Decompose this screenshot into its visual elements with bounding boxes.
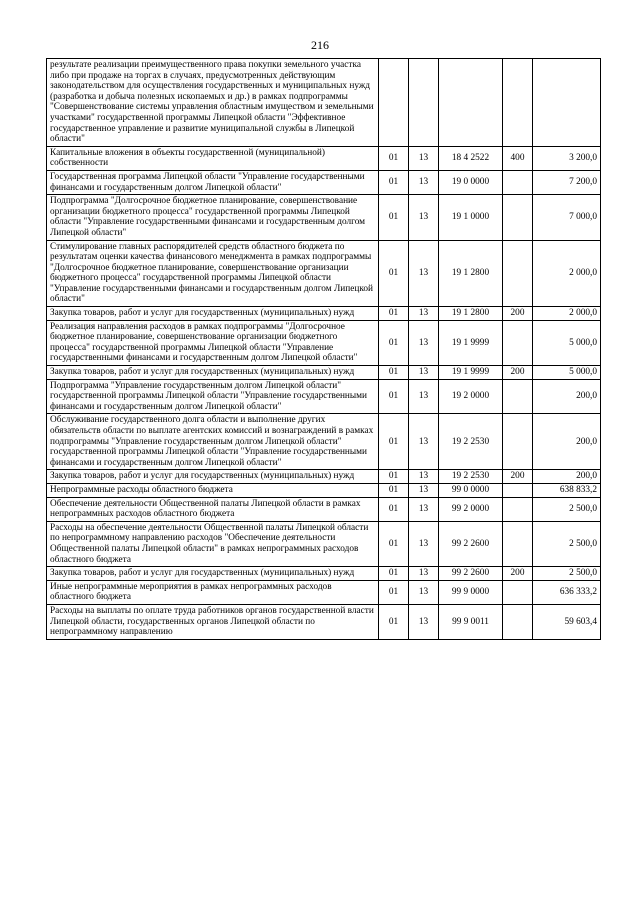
- table-row: [47, 170, 601, 194]
- expense-name-cell: Государственная программа Липецкой области "Управление государственными финансами и государственным долгом Липецкой области": [47, 170, 379, 194]
- section-code-cell: 01: [379, 470, 409, 484]
- expense-name-cell: результате реализации преимущественного права покупки земельного участка либо при продаже на торгах в случаях, предусмотренных действующим законодательством для осуществления государственных и муниципальных нужд (разработка и добыча полезных ископаемых и др.) в рамках подпрограммы "Совершенствование системы управления областным имуществом и земельными участками" государственной программы Липецкой области "Эффективное государственное управление и развитие муниципальной службы в Липецкой области": [47, 59, 379, 147]
- table-row: [47, 521, 601, 566]
- expense-name-cell: Подпрограмма "Управление государственным долгом Липецкой области" государственной программы Липецкой области "Управление государственными финансами и государственным долгом Липецкой области": [47, 379, 379, 414]
- subsection-code-cell: 13: [409, 580, 439, 604]
- section-code-cell: 01: [379, 366, 409, 380]
- table-row: [47, 320, 601, 365]
- target-article-cell: 99 0 0000: [439, 483, 503, 497]
- subsection-code-cell: 13: [409, 366, 439, 380]
- expense-name-cell: Подпрограмма "Долгосрочное бюджетное планирование, совершенствование организации бюджетного процесса" государственной программы Липецкой области "Управление государственными финансами и государственным долгом Липецкой области": [47, 195, 379, 240]
- target-article-cell: 99 9 0000: [439, 580, 503, 604]
- expense-type-cell: 200: [503, 567, 533, 581]
- budget-table-body: [47, 59, 601, 640]
- subsection-code-cell: 13: [409, 470, 439, 484]
- amount-cell: 2 500,0: [533, 567, 601, 581]
- amount-cell: 7 000,0: [533, 195, 601, 240]
- expense-type-cell: [503, 195, 533, 240]
- section-code-cell: 01: [379, 379, 409, 414]
- table-row: [47, 195, 601, 240]
- subsection-code-cell: 13: [409, 604, 439, 639]
- table-row: [47, 497, 601, 521]
- subsection-code-cell: 13: [409, 195, 439, 240]
- target-article-cell: 99 2 0000: [439, 497, 503, 521]
- section-code-cell: 01: [379, 414, 409, 470]
- amount-cell: 200,0: [533, 470, 601, 484]
- page-number: 216: [311, 38, 329, 52]
- section-code-cell: 01: [379, 307, 409, 321]
- expense-type-cell: [503, 483, 533, 497]
- table-row: [47, 604, 601, 639]
- section-code-cell: 01: [379, 483, 409, 497]
- amount-cell: 3 200,0: [533, 146, 601, 170]
- target-article-cell: 99 2 2600: [439, 521, 503, 566]
- section-code-cell: 01: [379, 497, 409, 521]
- amount-cell: 200,0: [533, 379, 601, 414]
- expense-name-cell: Капитальные вложения в объекты государственной (муниципальной) собственности: [47, 146, 379, 170]
- expense-name-cell: Обеспечение деятельности Общественной палаты Липецкой области в рамках непрограммных расходов областного бюджета: [47, 497, 379, 521]
- table-row: [47, 414, 601, 470]
- subsection-code-cell: 13: [409, 146, 439, 170]
- subsection-code-cell: 13: [409, 521, 439, 566]
- expense-type-cell: [503, 240, 533, 307]
- expense-name-cell: Иные непрограммные мероприятия в рамках непрограммных расходов областного бюджета: [47, 580, 379, 604]
- expense-type-cell: [503, 59, 533, 147]
- subsection-code-cell: 13: [409, 497, 439, 521]
- expense-type-cell: [503, 379, 533, 414]
- table-row: [47, 483, 601, 497]
- amount-cell: 2 500,0: [533, 521, 601, 566]
- target-article-cell: 19 0 0000: [439, 170, 503, 194]
- expense-name-cell: Закупка товаров, работ и услуг для государственных (муниципальных) нужд: [47, 307, 379, 321]
- expense-name-cell: Закупка товаров, работ и услуг для государственных (муниципальных) нужд: [47, 366, 379, 380]
- target-article-cell: 19 1 9999: [439, 366, 503, 380]
- subsection-code-cell: 13: [409, 414, 439, 470]
- expense-type-cell: 400: [503, 146, 533, 170]
- target-article-cell: 99 9 0011: [439, 604, 503, 639]
- table-row: [47, 567, 601, 581]
- expense-type-cell: [503, 604, 533, 639]
- table-row: [47, 307, 601, 321]
- expense-name-cell: Обслуживание государственного долга области и выполнение других обязательств области по выплате агентских комиссий и вознаграждений в рамках подпрограммы "Управление государственным долгом Липецкой области" государственной программы Липецкой области "Управление государственными финансами и государственным долгом Липецкой области": [47, 414, 379, 470]
- target-article-cell: 19 1 0000: [439, 195, 503, 240]
- subsection-code-cell: 13: [409, 240, 439, 307]
- expense-name-cell: Закупка товаров, работ и услуг для государственных (муниципальных) нужд: [47, 567, 379, 581]
- amount-cell: 2 000,0: [533, 240, 601, 307]
- section-code-cell: [379, 59, 409, 147]
- amount-cell: 59 603,4: [533, 604, 601, 639]
- table-row: [47, 379, 601, 414]
- section-code-cell: 01: [379, 567, 409, 581]
- table-row: [47, 240, 601, 307]
- expense-type-cell: [503, 497, 533, 521]
- amount-cell: [533, 59, 601, 147]
- target-article-cell: 19 2 2530: [439, 470, 503, 484]
- subsection-code-cell: 13: [409, 170, 439, 194]
- subsection-code-cell: 13: [409, 567, 439, 581]
- amount-cell: 200,0: [533, 414, 601, 470]
- table-row: [47, 146, 601, 170]
- subsection-code-cell: 13: [409, 483, 439, 497]
- target-article-cell: 19 1 9999: [439, 320, 503, 365]
- expense-name-cell: Стимулирование главных распорядителей средств областного бюджета по результатам оценки качества финансового менеджмента в рамках подпрограммы "Долгосрочное бюджетное планирование, совершенствование организации бюджетного процесса" государственной программы Липецкой области "Управление государственными финансами и государственным долгом Липецкой области": [47, 240, 379, 307]
- section-code-cell: 01: [379, 240, 409, 307]
- expense-type-cell: 200: [503, 307, 533, 321]
- section-code-cell: 01: [379, 580, 409, 604]
- expense-type-cell: [503, 414, 533, 470]
- section-code-cell: 01: [379, 195, 409, 240]
- expense-name-cell: Закупка товаров, работ и услуг для государственных (муниципальных) нужд: [47, 470, 379, 484]
- amount-cell: 5 000,0: [533, 320, 601, 365]
- amount-cell: 2 500,0: [533, 497, 601, 521]
- section-code-cell: 01: [379, 320, 409, 365]
- table-row: [47, 366, 601, 380]
- target-article-cell: 99 2 2600: [439, 567, 503, 581]
- expense-type-cell: [503, 521, 533, 566]
- amount-cell: 638 833,2: [533, 483, 601, 497]
- target-article-cell: 19 1 2800: [439, 307, 503, 321]
- expense-name-cell: Расходы на выплаты по оплате труда работников органов государственной власти Липецкой области, государственных органов Липецкой области по непрограммному направлению: [47, 604, 379, 639]
- target-article-cell: 18 4 2522: [439, 146, 503, 170]
- subsection-code-cell: 13: [409, 320, 439, 365]
- budget-table: [46, 58, 601, 640]
- table-row: [47, 470, 601, 484]
- amount-cell: 2 000,0: [533, 307, 601, 321]
- target-article-cell: 19 2 2530: [439, 414, 503, 470]
- amount-cell: 5 000,0: [533, 366, 601, 380]
- expense-type-cell: 200: [503, 470, 533, 484]
- amount-cell: 636 333,2: [533, 580, 601, 604]
- table-row: [47, 580, 601, 604]
- target-article-cell: 19 2 0000: [439, 379, 503, 414]
- expense-name-cell: Непрограммные расходы областного бюджета: [47, 483, 379, 497]
- subsection-code-cell: [409, 59, 439, 147]
- expense-type-cell: [503, 320, 533, 365]
- expense-name-cell: Реализация направления расходов в рамках подпрограммы "Долгосрочное бюджетное планирование, совершенствование организации бюджетного процесса" государственной программы Липецкой области "Управление государственными финансами и государственным долгом Липецкой области": [47, 320, 379, 365]
- table-row: [47, 59, 601, 147]
- section-code-cell: 01: [379, 146, 409, 170]
- section-code-cell: 01: [379, 170, 409, 194]
- expense-type-cell: [503, 170, 533, 194]
- subsection-code-cell: 13: [409, 379, 439, 414]
- expense-name-cell: Расходы на обеспечение деятельности Общественной палаты Липецкой области по непрограммному направлению расходов "Обеспечение деятельности Общественной палаты Липецкой области" в рамках непрограммных расходов областного бюджета: [47, 521, 379, 566]
- subsection-code-cell: 13: [409, 307, 439, 321]
- target-article-cell: 19 1 2800: [439, 240, 503, 307]
- amount-cell: 7 200,0: [533, 170, 601, 194]
- expense-type-cell: [503, 580, 533, 604]
- target-article-cell: [439, 59, 503, 147]
- section-code-cell: 01: [379, 521, 409, 566]
- expense-type-cell: 200: [503, 366, 533, 380]
- section-code-cell: 01: [379, 604, 409, 639]
